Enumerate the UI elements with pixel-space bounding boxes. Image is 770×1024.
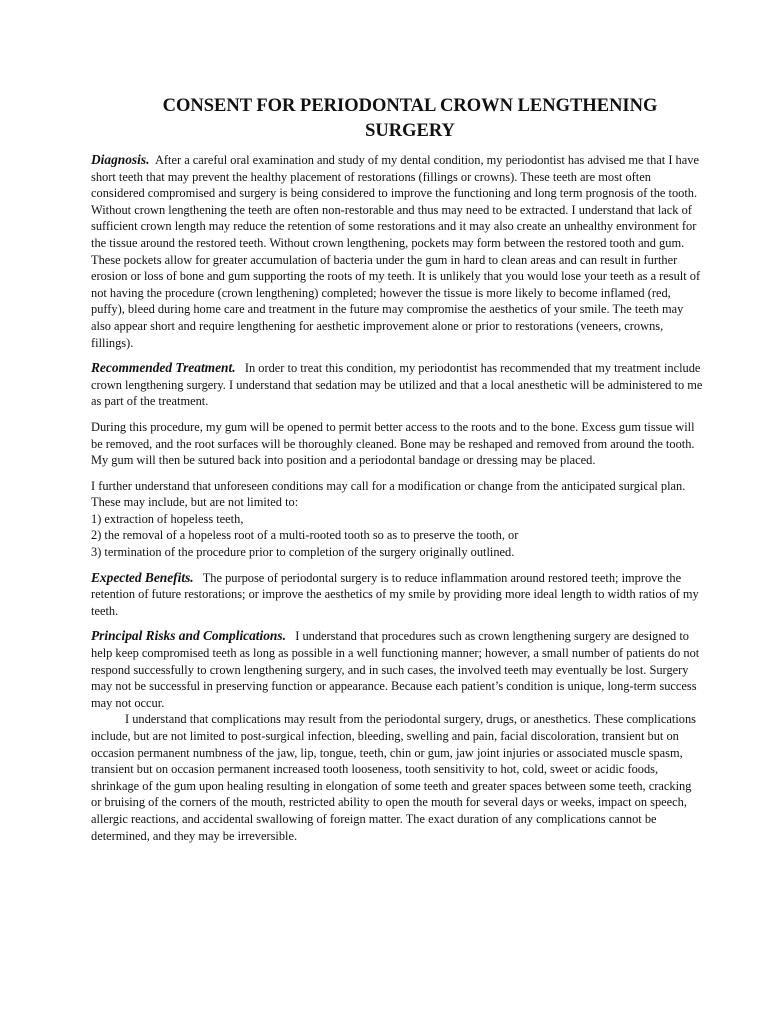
recommended-treatment-heading: Recommended Treatment.	[91, 360, 236, 376]
expected-benefits-text: The purpose of periodontal surgery is to reduce inflammation around restored teeth; improve the retention of future restorations; or improve the aesthetics of my smile by providing more ideal length to width ratios of my teeth.	[91, 570, 699, 618]
expected-benefits-heading: Expected Benefits.	[91, 569, 194, 585]
title-line-1: CONSENT FOR PERIODONTAL CROWN LENGTHENING	[162, 96, 658, 116]
principal-risks-text: I understand that procedures such as crown lengthening surgery are designed to help keep compromised teeth as long as possible in a well functioning manner; however, a small number of patients do not respond successfully to crown lengthening surgery, and in such cases, the involved teeth may eventually be lost. Surgery may not be successful in preserving function or appearance. Because each patient’s condition is unique, long-term success may not occur.	[91, 629, 700, 710]
document-title	[91, 94, 703, 144]
diagnosis-heading-punct: .	[146, 152, 150, 167]
unforeseen-item-2: 2) the removal of a hopeless root of a multi-rooted tooth so as to preserve the tooth, or	[91, 528, 519, 543]
unforeseen-item-3: 3) termination of the procedure prior to completion of the surgery originally outlined.	[91, 545, 515, 560]
unforeseen-intro: I further understand that unforeseen conditions may call for a modification or change from the anticipated surgical plan. These may include, but are not limited to:	[91, 478, 686, 510]
title-line-2: SURGERY	[365, 121, 455, 141]
consent-document	[91, 94, 703, 853]
recommended-treatment-section	[91, 360, 703, 410]
diagnosis-section	[91, 152, 703, 351]
unforeseen-item-1: 1) extraction of hopeless teeth,	[91, 511, 244, 526]
recommended-treatment-text: In order to treat this condition, my periodontist has recommended that my treatment include crown lengthening surgery. I understand that sedation may be utilized and that a local anesthetic will be administered to me as part of the treatment.	[91, 361, 703, 409]
diagnosis-text: After a careful oral examination and study of my dental condition, my periodontist has advised me that I have short teeth that may prevent the healthy placement of restorations (fillings or crowns). These teeth are most often considered compromised and surgery is being considered to improve the functioning and long term prognosis of the tooth. Without crown lengthening the teeth are often non-restorable and thus may need to be extracted. I understand that lack of sufficient crown length may reduce the retention of some restorations and it may also create an unhealthy environment for the tissue around the restored teeth. Without crown lengthening, pockets may form between the restored tooth and gum. These pockets allow for greater accumulation of bacteria under the gum in hard to clean areas and can result in further erosion or loss of bone and gum supporting the roots of my teeth. It is unlikely that you would lose your teeth as a result of not having the procedure (crown lengthening) completed; however the tissue is more likely to become inflamed (red, puffy), bleed during home care and treatment in the future may compromise the aesthetics of your smile. The teeth may also appear short and require lengthening for aesthetic improvement alone or prior to restorations (veneers, crowns, fillings).	[91, 153, 701, 350]
procedure-section: During this procedure, my gum will be opened to permit better access to the roots and to the bone. Excess gum tissue will be removed, and the root surfaces will be thoroughly cleaned. Bone may be reshaped and removed from around the tooth. My gum will then be sutured back into position and a periodontal bandage or dressing may be placed.	[91, 419, 695, 468]
complications-text: I understand that complications may result from the periodontal surgery, drugs, or anesthetics. These complications include, but are not limited to post-surgical infection, bleeding, swelling and pain, facial discoloration, transient but on occasion permanent numbness of the jaw, lip, tongue, teeth, chin or gum, jaw joint injuries or associated muscle spasm, transient but on occasion permanent increased tooth looseness, tooth sensitivity to hot, cold, sweet or acidic foods, shrinkage of the gum upon healing resulting in elongation of some teeth and greater spaces between some teeth, cracking or bruising of the corners of the mouth, restricted ability to open the mouth for several days or weeks, impact on speech, allergic reactions, and accidental swallowing of foreign matter. The exact duration of any complications cannot be determined, and they may be irreversible.	[91, 712, 696, 843]
principal-risks-section	[91, 628, 703, 711]
diagnosis-heading: Diagnosis	[91, 152, 147, 167]
expected-benefits-section	[91, 570, 703, 620]
principal-risks-heading: Principal Risks and Complications.	[91, 628, 286, 644]
unforeseen-conditions-section	[91, 478, 703, 561]
complications-paragraph	[91, 711, 703, 844]
